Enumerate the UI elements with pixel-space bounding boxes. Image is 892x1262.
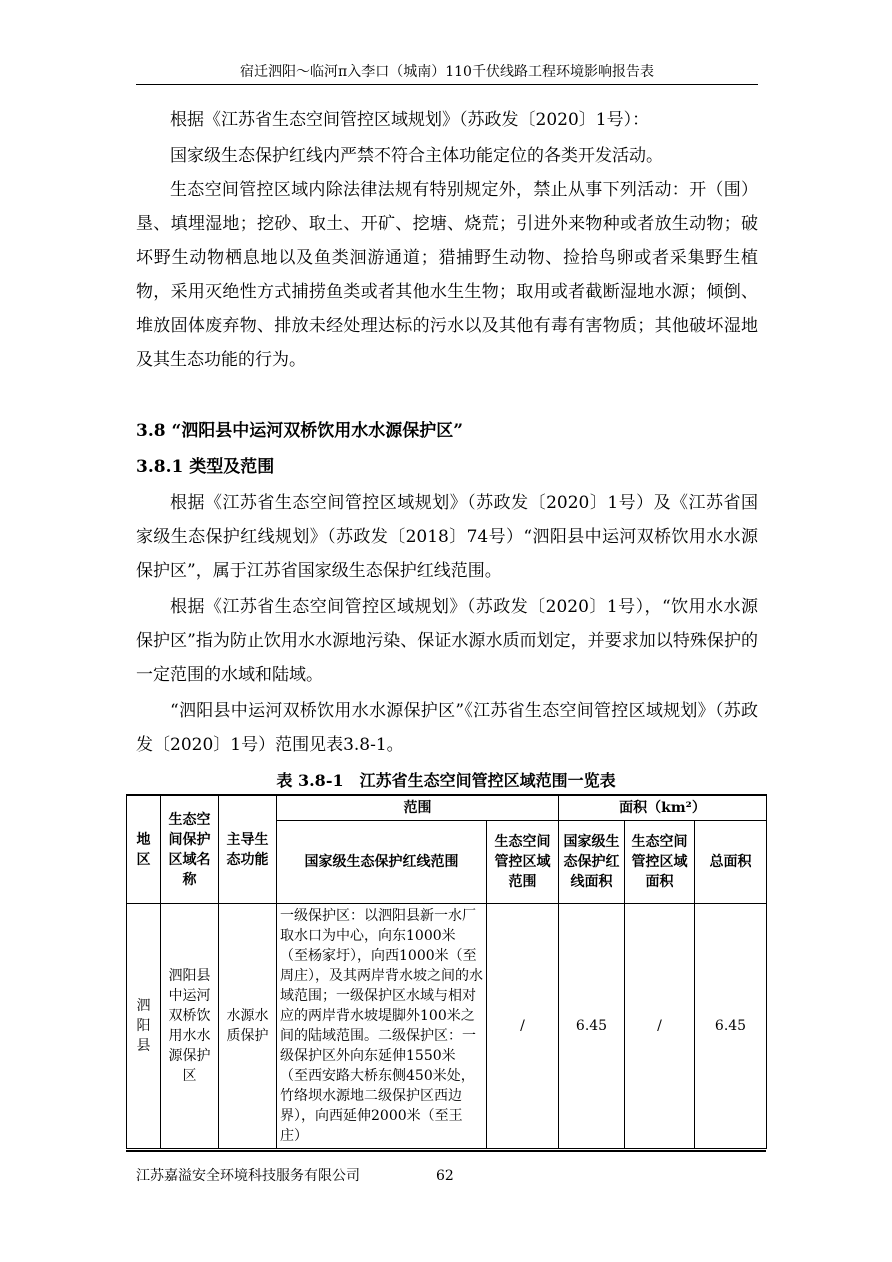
cell-redline-area: 6.45 [559, 904, 625, 1149]
paragraph-5: 根据《江苏省生态空间管控区域规划》（苏政发〔2020〕1号），“饮用水水源保护区”指为防止饮用水水源地污染、保证水源水质而划定，并要求加以特殊保护的一定范围的水域和陆域。 [136, 597, 758, 685]
cell-main-function: 水源水质保护 [219, 904, 277, 1149]
header-zone-name: 生态空间保护区域名称 [161, 795, 219, 904]
header-region: 地区 [127, 795, 161, 904]
paragraph-3: 生态空间管控区域内除法律法规有特别规定外，禁止从事下列活动：开（围）垦、填埋湿地；挖砂、取土、开矿、挖塘、烧荒；引进外来物种或者放生动物；破坏野生动物栖息地以及鱼类洄游通道；猎捕野生动物、捡拾鸟卵或者采集野生植物，采用灭绝性方式捕捞鱼类或者其他水生生物；取用或者截断湿地水源；倾倒、堆放固体废弃物、排放未经处理达标的污水以及其他有毒有害物质；其他破坏湿地及其生态功能的行为。 [136, 180, 758, 370]
cell-control-area: / [625, 904, 695, 1149]
header-redline-scope: 国家级生态保护红线范围 [277, 821, 487, 904]
footer-rule [126, 1150, 766, 1152]
cell-control-scope: / [487, 904, 559, 1149]
cell-total-area: 6.45 [695, 904, 767, 1149]
header-control-area: 生态空间管控区域面积 [625, 821, 695, 904]
header-redline-area: 国家级生态保护红线面积 [559, 821, 625, 904]
header-total-area: 总面积 [695, 821, 767, 904]
header-main-function: 主导生态功能 [219, 795, 277, 904]
page-number: 62 [436, 1168, 454, 1184]
paragraph-6: “泗阳县中运河双桥饮用水水源保护区”《江苏省生态空间管控区域规划》（苏政发〔2020〕1号）范围见表3.8-1。 [136, 701, 758, 755]
paragraph-4: 根据《江苏省生态空间管控区域规划》（苏政发〔2020〕1号）及《江苏省国家级生态保护红线规划》（苏政发〔2018〕74号）“泗阳县中运河双桥饮用水水源保护区”，属于江苏省国家级生态保护红线范围。 [136, 493, 758, 581]
paragraph-2: 国家级生态保护红线内严禁不符合主体功能定位的各类开发活动。 [170, 146, 663, 166]
header-scope: 范围 [277, 795, 559, 821]
subsection-heading-3-8-1: 3.8.1 类型及范围 [136, 457, 275, 477]
section-heading-3-8: 3.8 “泗阳县中运河双桥饮用水水源保护区” [136, 421, 464, 441]
running-header: 宿迁泗阳～临河π入李口（城南）110千伏线路工程环境影响报告表 [240, 64, 654, 80]
footer-company: 江苏嘉溢安全环境科技服务有限公司 [136, 1168, 360, 1184]
header-control-scope: 生态空间管控区域范围 [487, 821, 559, 904]
table-caption: 表 3.8-1 江苏省生态空间管控区域范围一览表 [276, 771, 616, 790]
header-rule [136, 84, 758, 85]
header-area: 面积（km²） [559, 795, 767, 821]
cell-region: 泗阳县 [127, 904, 161, 1149]
table-row [127, 904, 767, 1149]
cell-zone-name: 泗阳县中运河双桥饮用水水源保护区 [161, 904, 219, 1149]
data-table [126, 794, 767, 1149]
cell-redline-scope: 一级保护区：以泗阳县新一水厂取水口为中心，向东1000米（至杨家圩），向西1000米（至周庄），及其两岸背水坡之间的水域范围；一级保护区水域与相对应的两岸背水坡堤脚外100米之间的陆域范围。二级保护区：一级保护区外向东延伸1550米（至西安路大桥东侧450米处，竹络坝水源地二级保护区西边界），向西延伸2000米（至王庄） [277, 904, 487, 1149]
paragraph-1: 根据《江苏省生态空间管控区域规划》（苏政发〔2020〕1号）： [170, 110, 650, 130]
